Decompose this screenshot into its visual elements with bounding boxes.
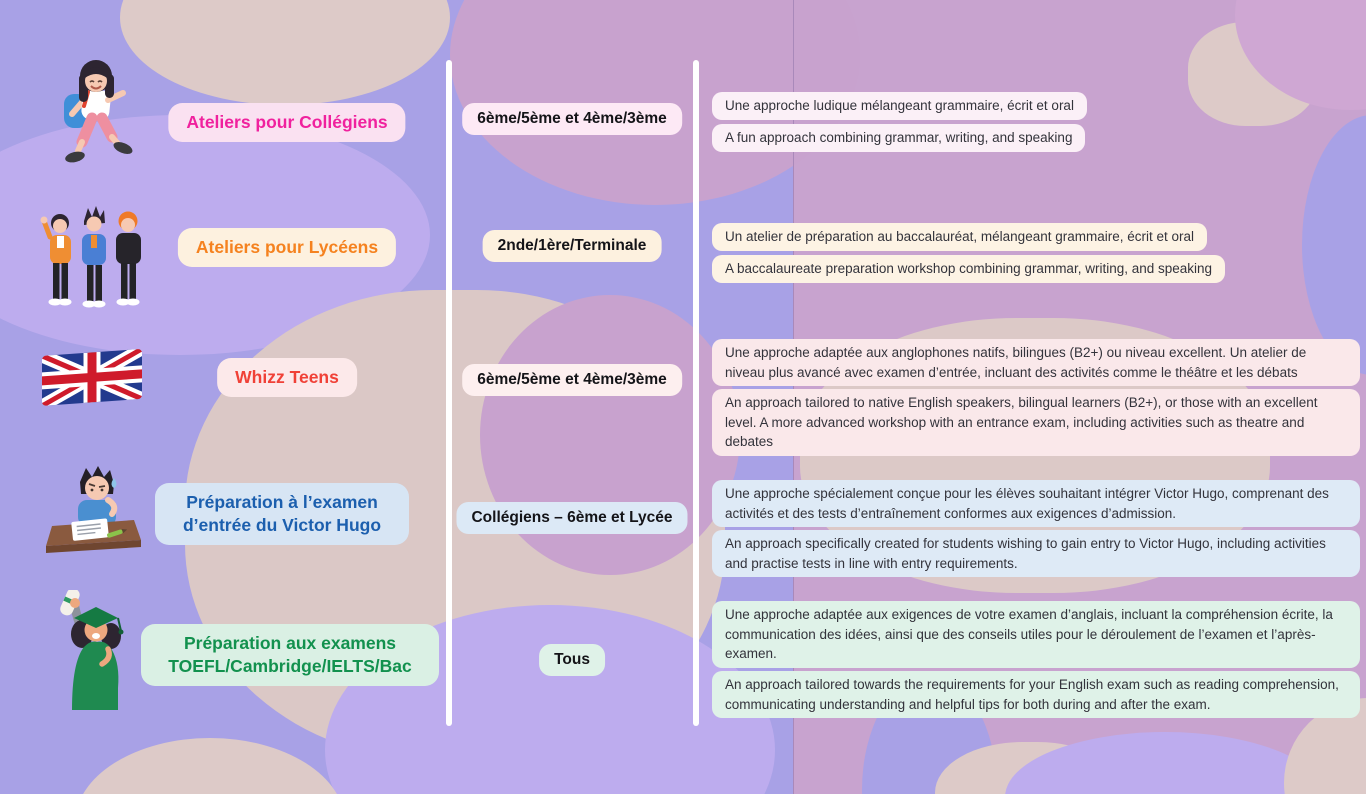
graduate-illustration: [44, 590, 144, 717]
workshop-title-label: Whizz Teens: [235, 367, 339, 387]
level-label: Collégiens – 6ème et Lycée: [471, 509, 673, 526]
level-pill: [539, 644, 605, 676]
level-label: 2nde/1ère/Terminale: [497, 237, 647, 254]
workshop-title: [168, 103, 405, 142]
description-fr: Une approche spécialement conçue pour les élèves souhaitant intégrer Victor Hugo, comprenant des activités et des tests d’entraînement conformes aux exigences d’admission.: [712, 480, 1360, 527]
workshop-title-label: Préparation à l’examen d’entrée du Victor Hugo: [182, 492, 382, 535]
level-label: 6ème/5ème et 4ème/3ème: [477, 371, 667, 388]
description-en: An approach specifically created for students wishing to gain entry to Victor Hugo, including activities and practise tests in line with entry requirements.: [712, 530, 1360, 577]
level-label: Tous: [554, 651, 590, 668]
level-label: 6ème/5ème et 4ème/3ème: [477, 110, 667, 127]
workshop-title: [217, 358, 357, 397]
uk-flag-icon: [40, 348, 144, 415]
level-pill: [462, 103, 682, 135]
walking-girl-illustration: [48, 60, 140, 171]
workshop-title: [155, 483, 409, 545]
description-fr: Un atelier de préparation au baccalauréat, mélangeant grammaire, écrit et oral: [712, 223, 1207, 251]
level-pill: [456, 502, 687, 534]
description-fr: Une approche adaptée aux exigences de votre examen d’anglais, incluant la compréhension écrite, la communication des idées, ainsi que des conseils utiles pour le déroulement de l’examen et l’après-examen.: [712, 601, 1360, 668]
teen-group-illustration: [40, 193, 148, 316]
level-pill: [483, 230, 662, 262]
workshop-title-label: Ateliers pour Lycéens: [195, 237, 379, 257]
description-en: An approach tailored to native English speakers, bilingual learners (B2+), or those with an excellent level. A more advanced workshop with an entrance exam, including activities such as theatre and debates: [712, 389, 1360, 456]
level-pill: [462, 364, 682, 396]
workshop-title: [141, 624, 439, 686]
description-fr: Une approche adaptée aux anglophones natifs, bilingues (B2+) ou niveau excellent. Un atelier de niveau plus avancé avec examen d’entrée, incluant des activités comme le théâtre et les débats: [712, 339, 1360, 386]
description-fr: Une approche ludique mélangeant grammaire, écrit et oral: [712, 92, 1087, 120]
workshop-title-label: Ateliers pour Collégiens: [186, 112, 388, 132]
description-en: A fun approach combining grammar, writing, and speaking: [712, 124, 1085, 152]
description-en: A baccalaureate preparation workshop combining grammar, writing, and speaking: [712, 255, 1225, 283]
workshop-title-label: Préparation aux examens TOEFL/Cambridge/IELTS/Bac: [168, 633, 412, 676]
description-en: An approach tailored towards the requirements for your English exam such as reading comprehension, communicating understanding and helpful tips for both during and after the exam.: [712, 671, 1360, 718]
workshop-title: [178, 228, 396, 267]
exam-student-illustration: [44, 460, 144, 565]
